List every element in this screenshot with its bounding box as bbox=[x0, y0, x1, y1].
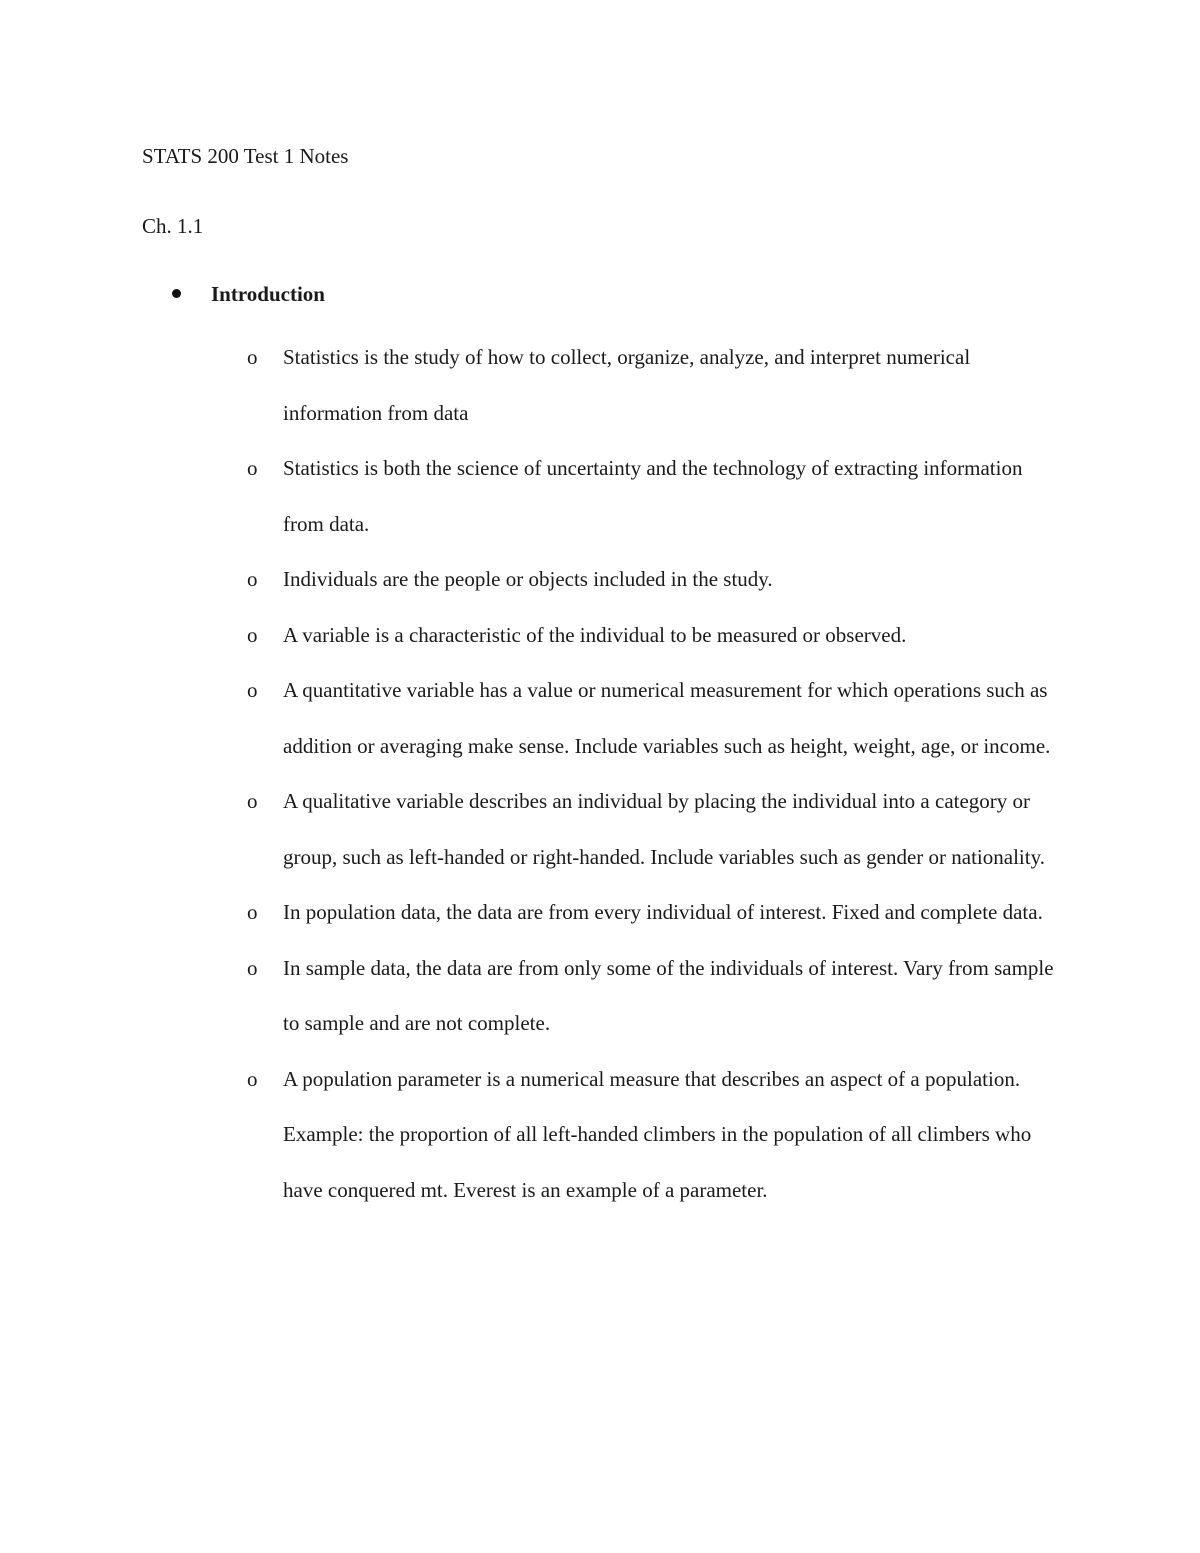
note-list-item bbox=[247, 441, 1067, 552]
hollow-bullet-icon: o bbox=[247, 345, 258, 369]
note-list-item bbox=[247, 885, 1067, 941]
note-text: Individuals are the people or objects included in the study. bbox=[283, 567, 773, 591]
note-list-item bbox=[247, 663, 1067, 774]
topic-heading: Introduction bbox=[211, 282, 325, 306]
topic-bullet-item bbox=[172, 280, 1072, 308]
note-text: A qualitative variable describes an individual by placing the individual into a category or group, such as left-handed or right-handed. Include variables such as gender or nationality. bbox=[283, 789, 1045, 869]
hollow-bullet-icon: o bbox=[247, 678, 258, 702]
note-list-item bbox=[247, 1052, 1067, 1219]
note-list-item bbox=[247, 941, 1067, 1052]
hollow-bullet-icon: o bbox=[247, 567, 258, 591]
bullet-dot-icon bbox=[172, 289, 181, 298]
hollow-bullet-icon: o bbox=[247, 456, 258, 480]
note-text: In sample data, the data are from only some of the individuals of interest. Vary from sample to sample and are not complete. bbox=[283, 955, 1054, 1035]
note-text: A quantitative variable has a value or numerical measurement for which operations such as addition or averaging make sense. Include variables such as height, weight, age, or income. bbox=[283, 678, 1051, 758]
note-list-item bbox=[247, 608, 1067, 664]
hollow-bullet-icon: o bbox=[247, 622, 258, 647]
section-heading: Ch. 1.1 bbox=[142, 214, 204, 238]
note-list-item bbox=[247, 774, 1067, 885]
hollow-bullet-icon: o bbox=[247, 1066, 258, 1091]
document-title: STATS 200 Test 1 Notes bbox=[142, 144, 349, 168]
hollow-bullet-icon: o bbox=[247, 789, 258, 813]
note-text: A variable is a characteristic of the individual to be measured or observed. bbox=[283, 622, 907, 647]
note-list-item bbox=[247, 330, 1067, 441]
hollow-bullet-icon: o bbox=[247, 955, 258, 980]
note-list-item bbox=[247, 552, 1067, 608]
note-text: Statistics is the study of how to collect, organize, analyze, and interpret numerical information from data bbox=[283, 345, 971, 425]
note-text: Statistics is both the science of uncertainty and the technology of extracting information from data. bbox=[283, 456, 1023, 536]
notes-list bbox=[247, 330, 1067, 1218]
note-text: In population data, the data are from every individual of interest. Fixed and complete data. bbox=[283, 900, 1043, 924]
note-text: A population parameter is a numerical measure that describes an aspect of a population. Example: the proportion of all left-handed climbers in the population of all climbers who have conquered mt. Everest is an example of a parameter. bbox=[283, 1066, 1032, 1202]
hollow-bullet-icon: o bbox=[247, 900, 258, 924]
